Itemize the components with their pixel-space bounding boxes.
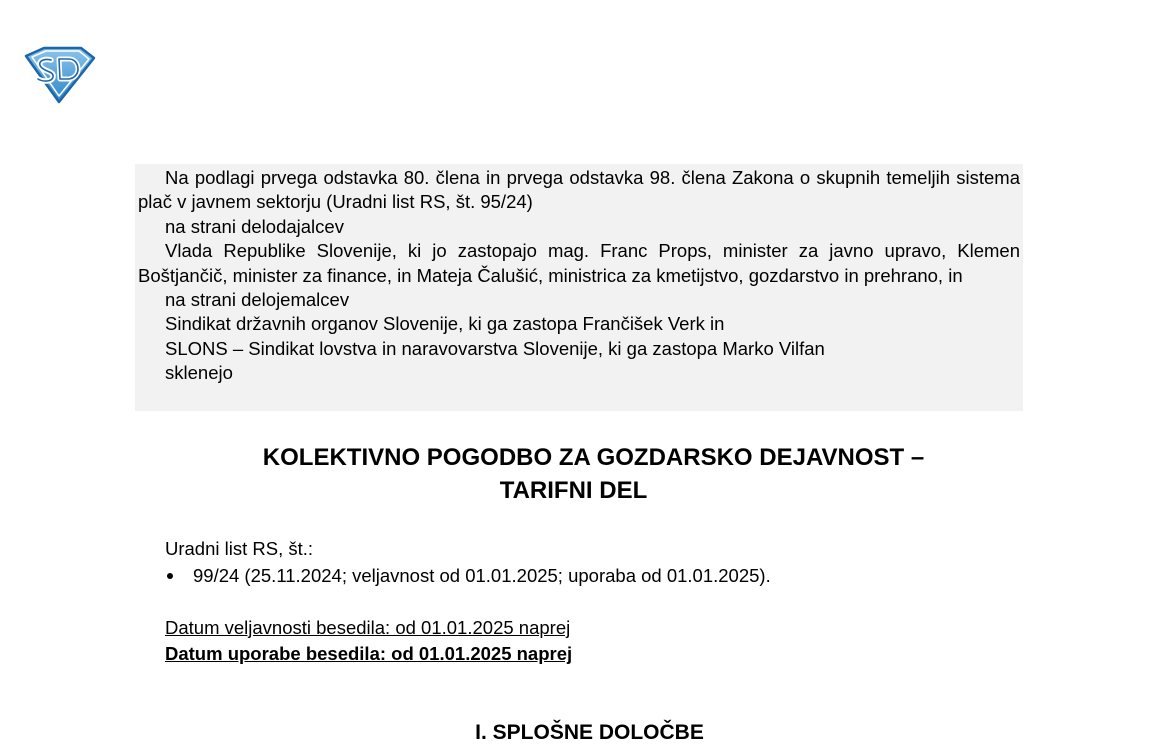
section-heading-text: I. SPLOŠNE DOLOČBE bbox=[475, 721, 704, 744]
validity-date-link[interactable]: Datum veljavnosti besedila: od 01.01.2025 naprej bbox=[165, 617, 571, 638]
preamble-block bbox=[135, 164, 1023, 411]
employer-representatives: Vlada Republike Slovenije, ki jo zastopajo mag. Franc Props, minister za javno upravo, Klemen Boštjančič, minister za finance, in Mateja Čalušić, ministrica za kmetijstvo, gozdarstvo in prehrano, in bbox=[138, 240, 1020, 286]
title-line-2: TARIFNI DEL bbox=[499, 477, 648, 504]
gazette-entry bbox=[165, 564, 771, 588]
sd-logo-icon bbox=[21, 46, 97, 104]
preamble-legal-basis: Na podlagi prvega odstavka 80. člena in prvega odstavka 98. člena Zakona o skupnih temeljih sistema plač v javnem sektorju (Uradni list RS, št. 95/24) bbox=[138, 167, 1020, 213]
title-line-1: KOLEKTIVNO POGODBO ZA GOZDARSKO DEJAVNOST – bbox=[262, 444, 925, 471]
document-title bbox=[0, 441, 1157, 507]
gazette-list bbox=[165, 564, 771, 588]
employee-side-label: na strani delojemalcev bbox=[165, 289, 350, 311]
conclude-verb: sklenejo bbox=[165, 362, 233, 384]
gazette-label: Uradni list RS, št.: bbox=[165, 538, 314, 559]
application-date-link[interactable]: Datum uporabe besedila: od 01.01.2025 naprej bbox=[165, 643, 573, 664]
section-heading bbox=[0, 718, 1157, 748]
sd-logo bbox=[21, 46, 97, 104]
bullet-icon bbox=[167, 573, 173, 579]
union-representative-1: Sindikat državnih organov Slovenije, ki ga zastopa Frančišek Verk in bbox=[165, 313, 725, 335]
union-representative-2: SLONS – Sindikat lovstva in naravovarstva Slovenije, ki ga zastopa Marko Vilfan bbox=[165, 337, 825, 359]
gazette-entry-text: 99/24 (25.11.2024; veljavnost od 01.01.2025; uporaba od 01.01.2025). bbox=[193, 565, 771, 586]
employer-side-label: na strani delodajalcev bbox=[165, 215, 344, 237]
